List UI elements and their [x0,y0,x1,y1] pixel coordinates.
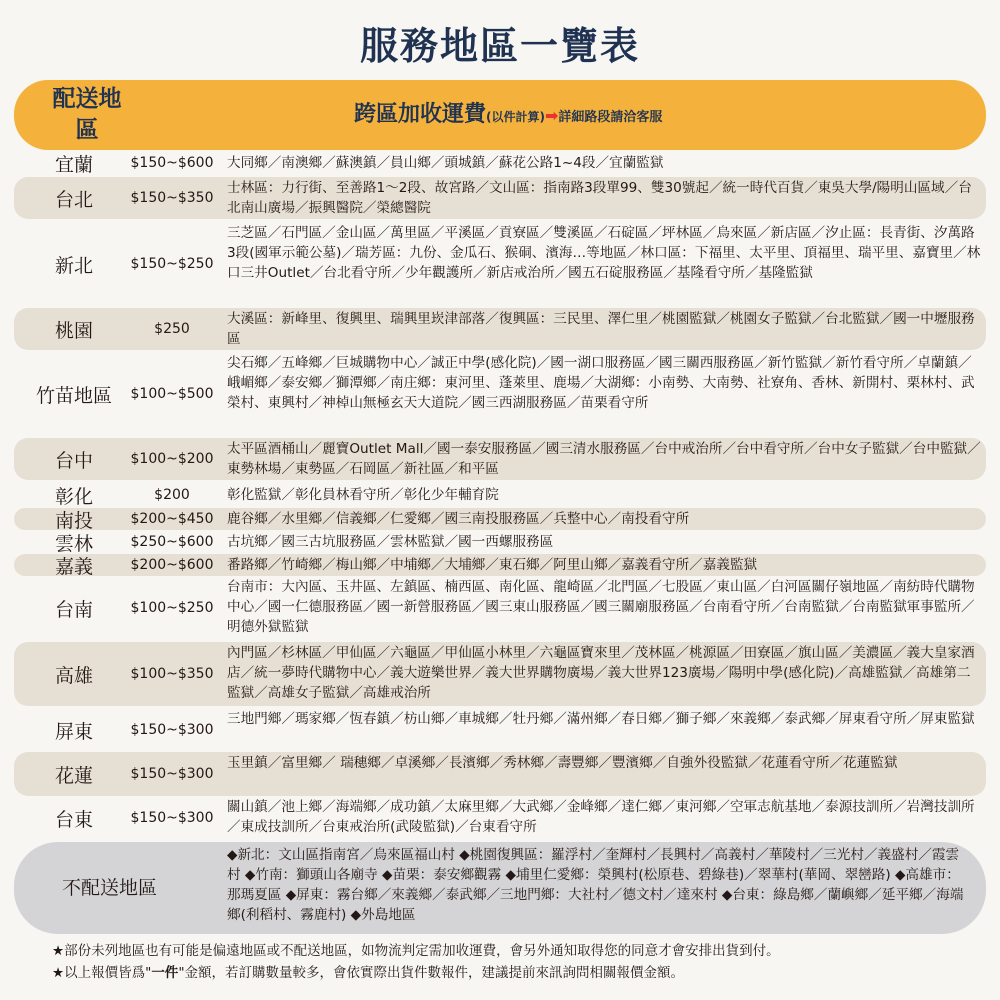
table-row [0,554,1000,576]
region-name: 宜蘭 [54,153,93,176]
table-row [0,642,1000,706]
area-list: 士林區：力行街、至善路1～2段、故宮路／文山區：指南路3段單99、雙30號起／統一時代百貨／東吳大學/陽明山區域／台北南山廣場／振興醫院／榮總醫院 [227,180,972,216]
fee-range: $250 [154,321,190,337]
area-list: 玉里鎮／富里鄉／ 瑞穗鄉／卓溪鄉／長濱鄉／秀林鄉／壽豐鄉／豐濱鄉／自強外役監獄／花蓮看守所／花蓮監獄 [227,755,898,771]
fee-range: $150~$600 [130,155,214,171]
region-name: 台東 [54,808,93,831]
fee-range: $200 [154,487,190,503]
fee-range: $250~$600 [130,534,214,550]
region-name: 桃園 [54,319,93,342]
area-list: 台南市：大內區、玉井區、左鎮區、楠西區、南化區、龍崎區／北門區／七股區／東山區／白河區關仔嶺地區／南紡時代購物中心／國一仁德服務區／國一新營服務區／國三東山服務區／國三關廟服務區／台南看守所／台南監獄／台南監獄軍事監所／明德外獄監獄 [227,579,975,635]
region-name: 台中 [54,449,93,472]
area-list: 鹿谷鄉／水里鄉／信義鄉／仁愛鄉／國三南投服務區／兵整中心／南投看守所 [227,511,690,527]
table-row [0,796,1000,840]
footer-note-2-emphasis: 一件 [151,965,179,981]
table-header [14,80,986,150]
fee-range: $100~$500 [130,386,214,402]
table-row [0,352,1000,436]
area-list: 番路鄉／竹崎鄉／梅山鄉／中埔鄉／大埔鄉／東石鄉／阿里山鄉／嘉義看守所／嘉義監獄 [227,557,758,573]
region-column-header: 配送地區 [52,86,122,143]
table-row [0,708,1000,752]
fee-header [354,80,662,150]
table-row [0,438,1000,480]
footer-note-2-start: ★以上報價皆爲" [52,965,152,981]
area-list: 關山鎮／池上鄉／海端鄉／成功鎮／太麻里鄉／大武鄉／金峰鄉／達仁鄉／東河鄉／空軍志航基地／泰源技訓所／岩灣技訓所／東成技訓所／台東戒治所(武陵監獄)／台東看守所 [227,799,975,835]
table-row [0,508,1000,530]
region-name: 嘉義 [54,555,93,578]
table-row [0,752,1000,796]
table-row [0,177,1000,219]
region-name: 屏東 [54,720,93,743]
arrow-right-icon: ➡ [545,106,559,125]
region-name: 新北 [54,254,93,277]
no-delivery-label: 不配送地區 [62,877,158,899]
region-name: 雲林 [54,532,93,555]
region-name: 台北 [54,188,93,211]
fee-range: $100~$350 [130,666,214,682]
region-name: 台南 [54,598,93,621]
fee-range: $200~$450 [130,511,214,527]
area-list: 內門區／杉林區／甲仙區／六龜區／甲仙區小林里／六龜區寶來里／茂林區／桃源區／田寮區／旗山區／美濃區／義大皇家酒店／統一夢時代購物中心／義大遊樂世界／義大世界購物廣場／義大世界123廣場／陽明中學(感化院)／高雄監獄／高雄第二監獄／高雄女子監獄／高雄戒治所 [227,645,975,701]
fee-range: $150~$300 [130,810,214,826]
fee-range: $200~$600 [130,557,214,573]
fee-range: $150~$300 [130,722,214,738]
footer-note-2-end: "金額，若訂購數量較多，會依實際出貨件數報件，建議提前來訊詢問相關報價金額。 [178,965,685,981]
fee-unit: (以件計算) [486,110,545,124]
fee-range: $100~$200 [130,451,214,467]
table-row [0,308,1000,350]
fee-note: 詳細路段請洽客服 [558,110,663,125]
region-name: 彰化 [54,485,93,508]
fee-range: $100~$250 [130,600,214,616]
fee-range: $150~$300 [130,766,214,782]
region-name: 竹苗地區 [35,384,112,407]
fee-title: 跨區加收運費 [354,102,487,127]
region-name: 南投 [54,509,93,532]
region-name: 高雄 [54,664,93,687]
region-name: 花蓮 [54,764,93,787]
no-delivery-list: ◆新北：文山區指南宮／烏來區福山村 ◆桃園復興區：羅浮村／奎輝村／長興村／高義村／華陵村／三光村／義盛村／霞雲村 ◆竹南：獅頭山各廟寺 ◆苗栗：泰安鄉觀霧 ◆埔里仁愛鄉：榮興村(松原巷、碧綠巷)／翠華村(華岡、翠巒路) ◆高雄市：那瑪夏區 ◆屏東：霧台鄉／來義鄉／泰武鄉／三地門鄉：大社村／德文村／達來村 ◆台東：綠島鄉／蘭嶼鄉／延平鄉／海端鄉(利稻村、霧鹿村) ◆外島地區 [227,847,964,923]
no-delivery-section [14,842,986,934]
fee-range: $150~$250 [130,256,214,272]
area-list: 彰化監獄／彰化員林看守所／彰化少年輔育院 [227,487,499,503]
fee-range: $150~$350 [130,190,214,206]
area-list: 大溪區：新峰里、復興里、瑞興里崁津部落／復興區：三民里、澤仁里／桃園監獄／桃園女子監獄／台北監獄／國一中壢服務區 [227,311,975,347]
footer-note-2 [52,962,982,984]
area-list: 大同鄉／南澳鄉／蘇澳鎮／員山鄉／頭城鎮／蘇花公路1~4段／宜蘭監獄 [227,155,664,171]
table-row [0,222,1000,306]
area-list: 三芝區／石門區／金山區／萬里區／平溪區／貢寮區／雙溪區／石碇區／坪林區／烏來區／新店區／汐止區：長青街、汐萬路3段(國軍示範公墓)／瑞芳區：九份、金瓜石、猴硐、濱海…等地區／林口區：下福里、太平里、頂福里、瑞平里、嘉寶里／林口三井Outlet／台北看守所／少年觀護所／新店戒治所／國五石碇服務區／基隆看守所／基隆監獄 [227,225,981,281]
table-row [0,531,1000,553]
table-row [0,484,1000,506]
area-list: 古坑鄉／國三古坑服務區／雲林監獄／國一西螺服務區 [227,534,554,550]
area-list: 太平區酒桶山／麗寶Outlet Mall／國一泰安服務區／國三清水服務區／台中戒治所／台中看守所／台中女子監獄／台中監獄／東勢林場／東勢區／石岡區／新社區／和平區 [227,441,981,477]
area-list: 三地門鄉／瑪家鄉／恆春鎮／枋山鄉／車城鄉／牡丹鄉／滿州鄉／春日鄉／獅子鄉／來義鄉／泰武鄉／屏東看守所／屏東監獄 [227,711,975,727]
table-row [0,576,1000,640]
area-list: 尖石鄉／五峰鄉／巨城購物中心／誠正中學(感化院)／國一湖口服務區／國三關西服務區／新竹監獄／新竹看守所／卓蘭鎮／峨嵋鄉／泰安鄉／獅潭鄉／南庄鄉：東河里、蓬萊里、鹿場／大湖鄉：小南勢、大南勢、社寮角、香林、新開村、栗林村、武榮村、東興村／神棹山無極玄天大道院／國三西湖服務區／苗栗看守所 [227,355,975,411]
page-title: 服務地區一覽表 [359,24,640,68]
table-row [0,152,1000,174]
footer-note-1: ★部份未列地區也有可能是偏遠地區或不配送地區，如物流判定需加收運費，會另外通知取得您的同意才會安排出貨到付。 [52,943,780,959]
